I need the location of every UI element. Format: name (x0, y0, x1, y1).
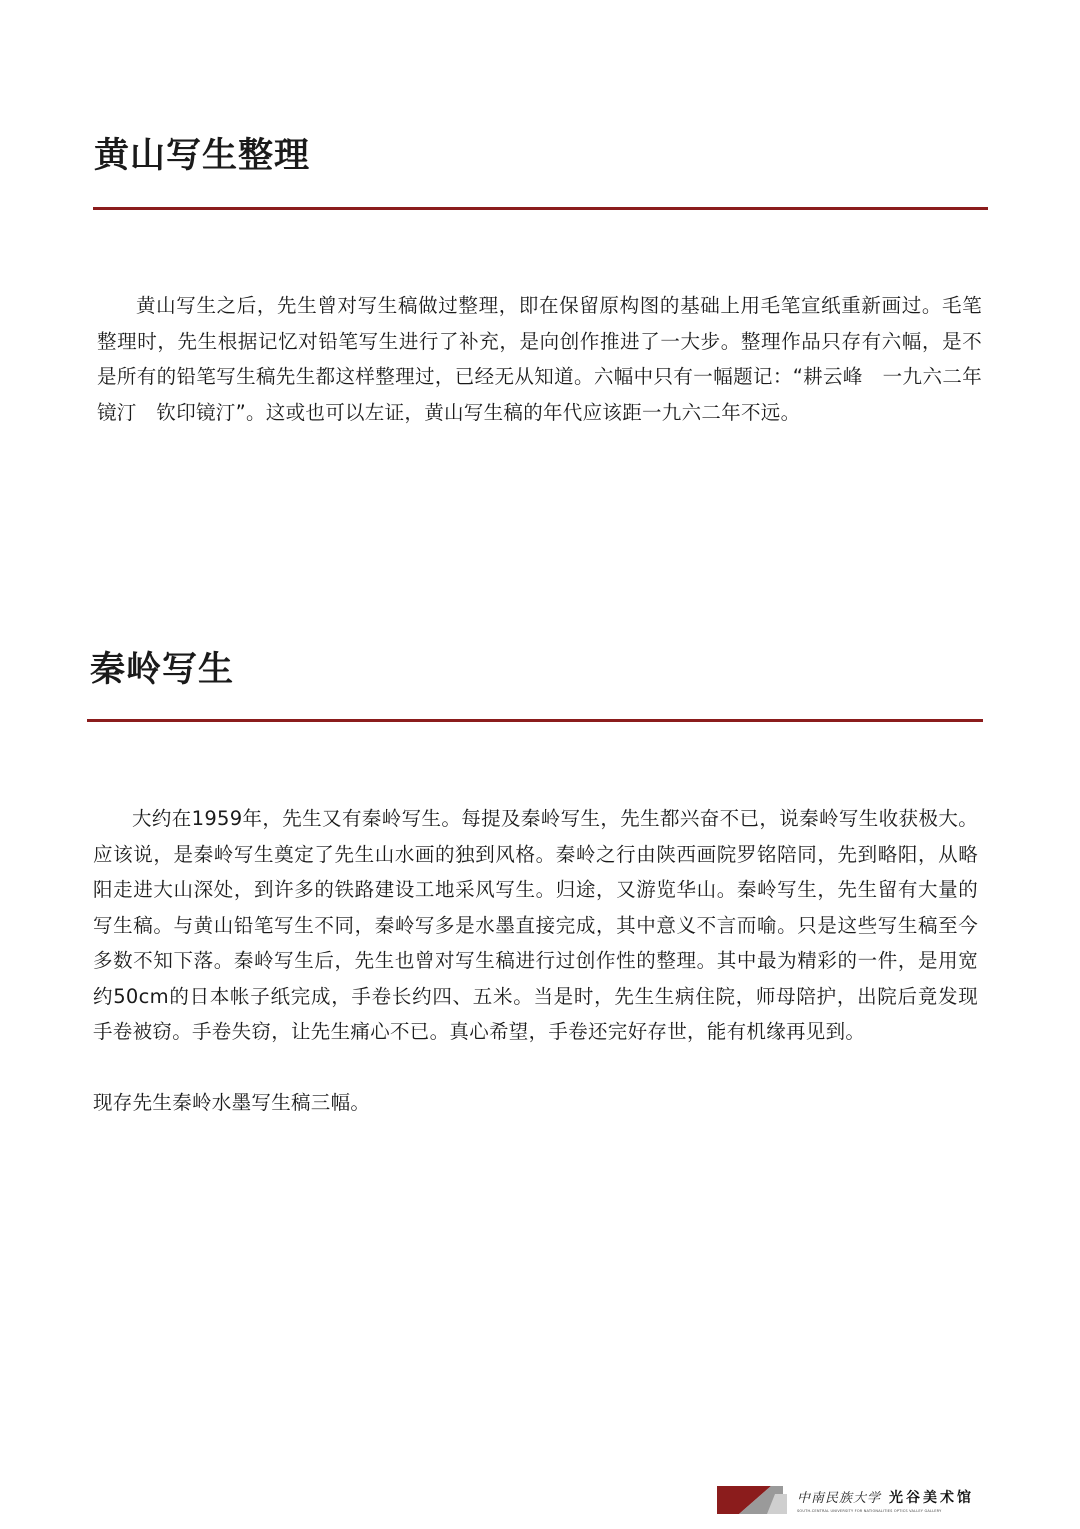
footer-logo (717, 1486, 987, 1514)
footer-university-name: 中南民族大学 (797, 1491, 882, 1506)
section-divider-qinling (87, 719, 983, 722)
section-title-qinling: 秦岭写生 (90, 650, 235, 690)
gallery-logo-mark-icon (717, 1486, 793, 1514)
section-divider-huangshan (93, 207, 988, 210)
section-title-huangshan: 黄山写生整理 (94, 136, 311, 176)
paragraph-qinling-note: 现存先生秦岭水墨写生稿三幅。 (93, 1091, 371, 1114)
footer-english-name: SOUTH-CENTRAL UNIVERSITY FOR NATIONALITIES OPTICS VALLEY GALLERY (797, 1509, 942, 1513)
paragraph-huangshan: 黄山写生之后，先生曾对写生稿做过整理，即在保留原构图的基础上用毛笔宣纸重新画过。毛笔整理时，先生根据记忆对铅笔写生进行了补充，是向创作推进了一大步。整理作品只存有六幅，是不是所有的铅笔写生稿先生都这样整理过，已经无从知道。六幅中只有一幅题记：“耕云峰 一九六二年 镜汀 钦印镜汀”。这或也可以左证，黄山写生稿的年代应该距一九六二年不远。 (97, 294, 1002, 424)
footer-names (797, 1487, 974, 1513)
paragraph-qinling: 大约在1959年，先生又有秦岭写生。每提及秦岭写生，先生都兴奋不已，说秦岭写生收获极大。应该说，是秦岭写生奠定了先生山水画的独到风格。秦岭之行由陕西画院罗铭陪同，先到略阳，从略阳走进大山深处，到许多的铁路建设工地采风写生。归途，又游览华山。秦岭写生，先生留有大量的写生稿。与黄山铅笔写生不同，秦岭写多是水墨直接完成，其中意义不言而喻。只是这些写生稿至今多数不知下落。秦岭写生后，先生也曾对写生稿进行过创作性的整理。其中最为精彩的一件，是用宽约50cm的日本帐子纸完成，手卷长约四、五米。当是时，先生生病住院，师母陪护，出院后竟发现手卷被窃。手卷失窃，让先生痛心不已。真心希望，手卷还完好存世，能有机缘再见到。 (93, 807, 978, 1043)
footer-gallery-name: 光谷美术馆 (889, 1490, 975, 1506)
